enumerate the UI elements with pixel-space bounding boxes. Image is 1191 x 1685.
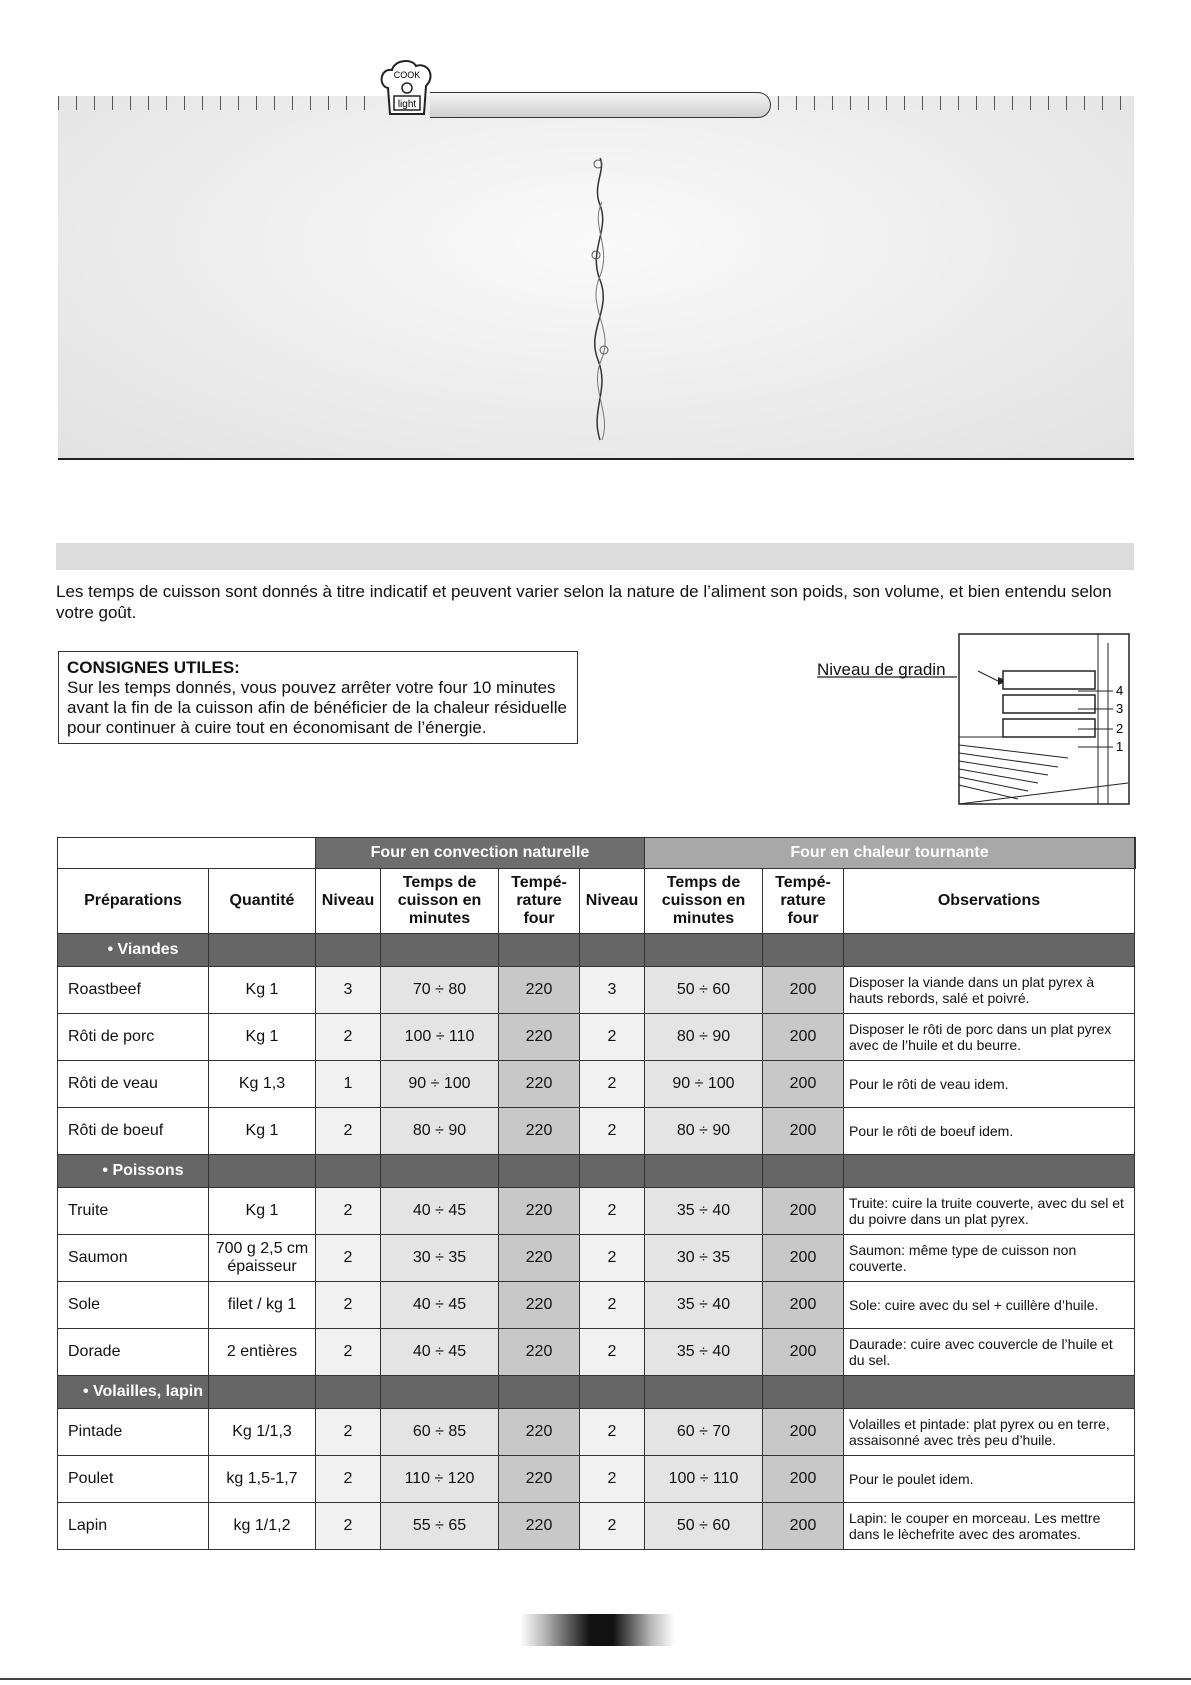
label-arrow-icon xyxy=(817,675,962,685)
temps-naturelle-cell: 40 ÷ 45 xyxy=(381,1188,499,1235)
temps-naturelle-cell: 60 ÷ 85 xyxy=(381,1409,499,1456)
category-cell xyxy=(844,934,1135,967)
niveau-tournante-cell: 2 xyxy=(580,1282,645,1329)
category-cell xyxy=(580,934,645,967)
category-cell xyxy=(381,1376,499,1409)
table-row xyxy=(58,1014,1136,1061)
temps-naturelle-cell: 40 ÷ 45 xyxy=(381,1329,499,1376)
header-temps-naturelle: Temps de cuisson en minutes xyxy=(381,869,499,934)
category-cell xyxy=(645,1155,763,1188)
temperature-naturelle-cell: 220 xyxy=(499,1503,580,1550)
intro-text: Les temps de cuisson sont donnés à titre indicatif et peuvent varier selon la nature de l’aliment son poids, son volume, et bien entendu selon votre goût. xyxy=(56,582,1112,622)
niveau-naturelle-cell: 2 xyxy=(316,1108,381,1155)
quantity-cell: kg 1/1,2 xyxy=(209,1503,316,1550)
temps-naturelle-cell: 80 ÷ 90 xyxy=(381,1108,499,1155)
observations-cell: Pour le rôti de veau idem. xyxy=(844,1061,1135,1108)
temperature-tournante-cell: 200 xyxy=(763,1061,844,1108)
section-title-bar xyxy=(56,543,1134,570)
niveau-tournante-cell: 2 xyxy=(580,1409,645,1456)
temperature-naturelle-cell: 220 xyxy=(499,1329,580,1376)
level-4: 4 xyxy=(1116,683,1124,698)
observations-cell: Truite: cuire la truite couverte, avec du sel et du poivre dans un plat pyrex. xyxy=(844,1188,1135,1235)
consignes-text: Sur les temps donnés, vous pouvez arrêter votre four 10 minutes avant la fin de la cuisson afin de bénéficier de la chaleur résiduelle pour continuer à cuire tout en économisant de l’énergie. xyxy=(67,678,567,737)
quantity-cell: 700 g 2,5 cm épaisseur xyxy=(209,1235,316,1282)
page-number-tab xyxy=(520,1614,675,1646)
category-cell xyxy=(209,1376,316,1409)
category-cell xyxy=(645,1376,763,1409)
group-tournante: Four en chaleur tournante xyxy=(645,838,1135,869)
category-row xyxy=(58,1155,1136,1188)
observations-cell: Saumon: même type de cuisson non couverte. xyxy=(844,1235,1135,1282)
cooking-table xyxy=(57,837,1136,1550)
niveau-naturelle-cell: 2 xyxy=(316,1456,381,1503)
niveau-tournante-cell: 2 xyxy=(580,1014,645,1061)
category-label: • Poissons xyxy=(58,1155,209,1188)
niveau-tournante-cell: 2 xyxy=(580,1503,645,1550)
temperature-tournante-cell: 200 xyxy=(763,1108,844,1155)
category-cell xyxy=(763,934,844,967)
preparation-cell: Dorade xyxy=(58,1329,209,1376)
header-observations: Observations xyxy=(844,869,1135,934)
preparation-cell: Rôti de veau xyxy=(58,1061,209,1108)
temperature-tournante-cell: 200 xyxy=(763,1456,844,1503)
preparation-cell: Saumon xyxy=(58,1235,209,1282)
niveau-naturelle-cell: 2 xyxy=(316,1282,381,1329)
table-row xyxy=(58,967,1136,1014)
bottom-rule xyxy=(0,1678,1191,1680)
preparation-cell: Truite xyxy=(58,1188,209,1235)
category-cell xyxy=(580,1155,645,1188)
niveau-tournante-cell: 2 xyxy=(580,1456,645,1503)
temperature-tournante-cell: 200 xyxy=(763,1329,844,1376)
category-cell xyxy=(844,1155,1135,1188)
category-label: • Volailles, lapin xyxy=(58,1376,209,1409)
category-cell xyxy=(645,934,763,967)
category-cell xyxy=(844,1376,1135,1409)
temps-tournante-cell: 35 ÷ 40 xyxy=(645,1329,763,1376)
temperature-tournante-cell: 200 xyxy=(763,1282,844,1329)
temps-tournante-cell: 80 ÷ 90 xyxy=(645,1108,763,1155)
category-cell xyxy=(316,1376,381,1409)
niveau-naturelle-cell: 2 xyxy=(316,1188,381,1235)
observations-cell: Volailles et pintade: plat pyrex ou en terre, assaisonné avec très peu d’huile. xyxy=(844,1409,1135,1456)
temps-naturelle-cell: 70 ÷ 80 xyxy=(381,967,499,1014)
category-row xyxy=(58,934,1136,967)
observations-cell: Pour le rôti de boeuf idem. xyxy=(844,1108,1135,1155)
temps-naturelle-cell: 90 ÷ 100 xyxy=(381,1061,499,1108)
table-row xyxy=(58,1188,1136,1235)
header-preparations: Préparations xyxy=(58,869,209,934)
temperature-naturelle-cell: 220 xyxy=(499,1235,580,1282)
header-niveau-naturelle: Niveau xyxy=(316,869,381,934)
quantity-cell: kg 1,5-1,7 xyxy=(209,1456,316,1503)
consignes-box xyxy=(58,651,578,744)
temperature-naturelle-cell: 220 xyxy=(499,1014,580,1061)
header-temps-tournante: Temps de cuisson en minutes xyxy=(645,869,763,934)
preparation-cell: Sole xyxy=(58,1282,209,1329)
temperature-naturelle-cell: 220 xyxy=(499,1061,580,1108)
niveau-tournante-cell: 2 xyxy=(580,1061,645,1108)
table-row xyxy=(58,1456,1136,1503)
niveau-tournante-cell: 3 xyxy=(580,967,645,1014)
niveau-naturelle-cell: 1 xyxy=(316,1061,381,1108)
preparation-cell: Lapin xyxy=(58,1503,209,1550)
temperature-tournante-cell: 200 xyxy=(763,1188,844,1235)
temps-tournante-cell: 35 ÷ 40 xyxy=(645,1282,763,1329)
quantity-cell: Kg 1,3 xyxy=(209,1061,316,1108)
temperature-tournante-cell: 200 xyxy=(763,1235,844,1282)
temps-tournante-cell: 30 ÷ 35 xyxy=(645,1235,763,1282)
table-row xyxy=(58,1108,1136,1155)
level-2: 2 xyxy=(1116,721,1124,736)
header-niveau-tournante: Niveau xyxy=(580,869,645,934)
quantity-cell: filet / kg 1 xyxy=(209,1282,316,1329)
swirl-ornament-icon xyxy=(580,150,620,445)
temps-naturelle-cell: 110 ÷ 120 xyxy=(381,1456,499,1503)
category-cell xyxy=(209,934,316,967)
header-temperature-tournante: Tempé-rature four xyxy=(763,869,844,934)
temperature-naturelle-cell: 220 xyxy=(499,967,580,1014)
oven-rack-diagram-icon xyxy=(958,633,1130,805)
observations-cell: Sole: cuire avec du sel + cuillère d’huile. xyxy=(844,1282,1135,1329)
temperature-naturelle-cell: 220 xyxy=(499,1282,580,1329)
niveau-naturelle-cell: 2 xyxy=(316,1503,381,1550)
level-3: 3 xyxy=(1116,701,1124,716)
preparation-cell: Roastbeef xyxy=(58,967,209,1014)
niveau-naturelle-cell: 2 xyxy=(316,1409,381,1456)
temperature-tournante-cell: 200 xyxy=(763,1014,844,1061)
quantity-cell: Kg 1 xyxy=(209,1188,316,1235)
level-1: 1 xyxy=(1116,739,1124,754)
category-label: • Viandes xyxy=(58,934,209,967)
table-row xyxy=(58,1235,1136,1282)
observations-cell: Disposer le rôti de porc dans un plat pyrex avec de l’huile et du beurre. xyxy=(844,1014,1135,1061)
temperature-naturelle-cell: 220 xyxy=(499,1456,580,1503)
niveau-naturelle-cell: 2 xyxy=(316,1329,381,1376)
temps-naturelle-cell: 100 ÷ 110 xyxy=(381,1014,499,1061)
temperature-naturelle-cell: 220 xyxy=(499,1409,580,1456)
temperature-naturelle-cell: 220 xyxy=(499,1108,580,1155)
header-temperature-naturelle: Tempé-rature four xyxy=(499,869,580,934)
category-cell xyxy=(381,1155,499,1188)
niveau-tournante-cell: 2 xyxy=(580,1329,645,1376)
category-cell xyxy=(381,934,499,967)
quantity-cell: 2 entières xyxy=(209,1329,316,1376)
header-quantite: Quantité xyxy=(209,869,316,934)
temps-tournante-cell: 50 ÷ 60 xyxy=(645,1503,763,1550)
table-row xyxy=(58,1409,1136,1456)
niveau-gradin-label: Niveau de gradin xyxy=(817,660,946,679)
temps-tournante-cell: 50 ÷ 60 xyxy=(645,967,763,1014)
category-row xyxy=(58,1376,1136,1409)
temps-tournante-cell: 90 ÷ 100 xyxy=(645,1061,763,1108)
category-cell xyxy=(316,1155,381,1188)
temperature-tournante-cell: 200 xyxy=(763,1409,844,1456)
category-cell xyxy=(499,1155,580,1188)
category-cell xyxy=(209,1155,316,1188)
quantity-cell: Kg 1/1,3 xyxy=(209,1409,316,1456)
category-cell xyxy=(763,1155,844,1188)
niveau-naturelle-cell: 3 xyxy=(316,967,381,1014)
temperature-tournante-cell: 200 xyxy=(763,967,844,1014)
temps-tournante-cell: 60 ÷ 70 xyxy=(645,1409,763,1456)
temps-naturelle-cell: 30 ÷ 35 xyxy=(381,1235,499,1282)
niveau-naturelle-cell: 2 xyxy=(316,1014,381,1061)
table-row xyxy=(58,1329,1136,1376)
niveau-tournante-cell: 2 xyxy=(580,1188,645,1235)
logo-top-text: COOK xyxy=(393,70,421,80)
temps-naturelle-cell: 55 ÷ 65 xyxy=(381,1503,499,1550)
group-naturelle: Four en convection naturelle xyxy=(316,838,645,869)
table-row xyxy=(58,1503,1136,1550)
preparation-cell: Pintade xyxy=(58,1409,209,1456)
observations-cell: Pour le poulet idem. xyxy=(844,1456,1135,1503)
header-pill xyxy=(430,92,771,118)
category-cell xyxy=(316,934,381,967)
quantity-cell: Kg 1 xyxy=(209,1014,316,1061)
consignes-title: CONSIGNES UTILES: xyxy=(67,658,240,677)
category-cell xyxy=(763,1376,844,1409)
niveau-tournante-cell: 2 xyxy=(580,1108,645,1155)
observations-cell: Disposer la viande dans un plat pyrex à hauts rebords, salé et poivré. xyxy=(844,967,1135,1014)
preparation-cell: Rôti de boeuf xyxy=(58,1108,209,1155)
category-cell xyxy=(580,1376,645,1409)
observations-cell: Daurade: cuire avec couvercle de l’huile et du sel. xyxy=(844,1329,1135,1376)
logo-bottom-text: light xyxy=(397,99,417,110)
observations-cell: Lapin: le couper en morceau. Les mettre dans le lèchefrite avec des aromates. xyxy=(844,1503,1135,1550)
temps-tournante-cell: 35 ÷ 40 xyxy=(645,1188,763,1235)
quantity-cell: Kg 1 xyxy=(209,967,316,1014)
table-row xyxy=(58,1282,1136,1329)
table-row xyxy=(58,1061,1136,1108)
chef-hat-logo-icon xyxy=(378,58,436,118)
temps-tournante-cell: 100 ÷ 110 xyxy=(645,1456,763,1503)
quantity-cell: Kg 1 xyxy=(209,1108,316,1155)
temperature-naturelle-cell: 220 xyxy=(499,1188,580,1235)
temps-naturelle-cell: 40 ÷ 45 xyxy=(381,1282,499,1329)
niveau-naturelle-cell: 2 xyxy=(316,1235,381,1282)
preparation-cell: Rôti de porc xyxy=(58,1014,209,1061)
temps-tournante-cell: 80 ÷ 90 xyxy=(645,1014,763,1061)
niveau-tournante-cell: 2 xyxy=(580,1235,645,1282)
temperature-tournante-cell: 200 xyxy=(763,1503,844,1550)
scallop-border-left xyxy=(58,96,378,110)
preparation-cell: Poulet xyxy=(58,1456,209,1503)
category-cell xyxy=(499,1376,580,1409)
table-body xyxy=(58,934,1136,1550)
scallop-border-right xyxy=(778,96,1134,110)
category-cell xyxy=(499,934,580,967)
